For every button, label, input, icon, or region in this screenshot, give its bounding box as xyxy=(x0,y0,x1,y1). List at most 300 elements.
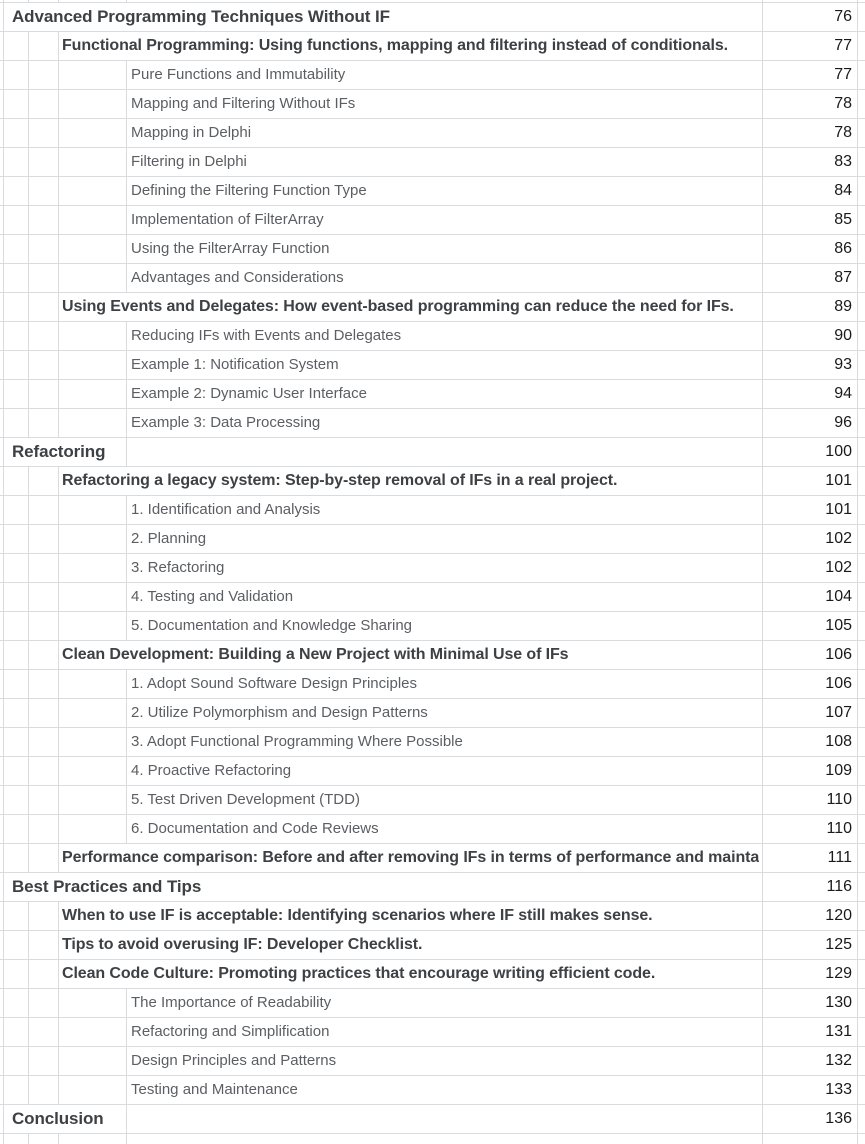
column-gridline xyxy=(762,467,763,495)
toc-entry-label[interactable]: Filtering in Delphi xyxy=(131,153,247,170)
column-gridline xyxy=(126,1134,127,1144)
toc-row xyxy=(0,119,865,148)
page-number-cell[interactable]: 100 xyxy=(825,443,852,460)
toc-entry-label[interactable]: 5. Documentation and Knowledge Sharing xyxy=(131,617,413,634)
column-gridline xyxy=(857,525,858,553)
page-number-cell[interactable]: 89 xyxy=(834,298,852,315)
column-gridline xyxy=(58,351,59,379)
toc-entry-label[interactable]: 2. Planning xyxy=(131,530,207,547)
column-gridline xyxy=(126,380,127,408)
column-gridline xyxy=(28,1047,29,1075)
toc-entry-label[interactable]: Refactoring and Simplification xyxy=(131,1023,330,1040)
toc-entry-label[interactable]: Design Principles and Patterns xyxy=(131,1052,337,1069)
toc-entry-label[interactable]: Using Events and Delegates: How event-based programming can reduce the need for IFs. xyxy=(62,298,734,315)
column-gridline xyxy=(58,583,59,611)
toc-row xyxy=(0,148,865,177)
column-gridline xyxy=(857,32,858,60)
column-gridline xyxy=(126,0,127,2)
column-gridline xyxy=(126,177,127,205)
page-number-cell[interactable]: 111 xyxy=(827,849,852,866)
column-gridline xyxy=(857,177,858,205)
toc-row xyxy=(0,873,865,902)
toc-entry-label[interactable]: Reducing IFs with Events and Delegates xyxy=(131,327,402,344)
column-gridline xyxy=(762,1105,763,1133)
column-gridline xyxy=(58,380,59,408)
column-gridline xyxy=(58,0,59,2)
column-gridline xyxy=(58,1134,59,1144)
toc-row xyxy=(0,931,865,960)
column-gridline xyxy=(857,1105,858,1133)
column-gridline xyxy=(58,235,59,263)
toc-entry-label[interactable]: Mapping in Delphi xyxy=(131,124,252,141)
page-number-cell[interactable]: 125 xyxy=(825,936,852,953)
toc-entry-label[interactable]: 3. Adopt Functional Programming Where Possible xyxy=(131,733,463,750)
toc-row xyxy=(0,496,865,525)
column-gridline xyxy=(762,1134,763,1144)
toc-entry-label[interactable]: Clean Development: Building a New Project with Minimal Use of IFs xyxy=(62,646,569,663)
column-gridline xyxy=(762,699,763,727)
column-gridline xyxy=(857,1134,858,1144)
column-gridline xyxy=(126,525,127,553)
page-number-cell[interactable]: 133 xyxy=(825,1081,852,1098)
toc-row xyxy=(0,235,865,264)
toc-row xyxy=(0,1105,865,1134)
column-gridline xyxy=(3,3,4,31)
column-gridline xyxy=(762,0,763,2)
column-gridline xyxy=(3,1134,4,1144)
column-gridline xyxy=(28,815,29,843)
column-gridline xyxy=(857,351,858,379)
page-number-cell[interactable]: 84 xyxy=(834,182,852,199)
column-gridline xyxy=(3,1018,4,1046)
column-gridline xyxy=(857,641,858,669)
column-gridline xyxy=(28,931,29,959)
column-gridline xyxy=(126,206,127,234)
column-gridline xyxy=(762,670,763,698)
page-number-cell[interactable]: 129 xyxy=(825,965,852,982)
column-gridline xyxy=(857,264,858,292)
column-gridline xyxy=(126,438,127,466)
column-gridline xyxy=(762,148,763,176)
column-gridline xyxy=(126,554,127,582)
toc-entry-label[interactable]: 6. Documentation and Code Reviews xyxy=(131,820,379,837)
column-gridline xyxy=(28,989,29,1017)
column-gridline xyxy=(762,931,763,959)
column-gridline xyxy=(126,786,127,814)
column-gridline xyxy=(3,206,4,234)
column-gridline xyxy=(857,583,858,611)
page-number-cell[interactable]: 106 xyxy=(825,675,852,692)
toc-entry-label[interactable]: Example 1: Notification System xyxy=(131,356,339,373)
page-number-cell[interactable]: 102 xyxy=(825,559,852,576)
column-gridline xyxy=(762,351,763,379)
column-gridline xyxy=(762,757,763,785)
toc-row xyxy=(0,1047,865,1076)
column-gridline xyxy=(126,90,127,118)
column-gridline xyxy=(28,467,29,495)
toc-row xyxy=(0,525,865,554)
toc-row xyxy=(0,322,865,351)
page-number-cell[interactable]: 90 xyxy=(834,327,852,344)
column-gridline xyxy=(3,177,4,205)
column-gridline xyxy=(3,467,4,495)
column-gridline xyxy=(762,438,763,466)
column-gridline xyxy=(58,496,59,524)
column-gridline xyxy=(28,409,29,437)
column-gridline xyxy=(58,264,59,292)
column-gridline xyxy=(28,32,29,60)
toc-entry-label[interactable]: 4. Testing and Validation xyxy=(131,588,294,605)
column-gridline xyxy=(762,786,763,814)
toc-row xyxy=(0,844,865,873)
toc-row xyxy=(0,409,865,438)
column-gridline xyxy=(762,583,763,611)
toc-entry-label[interactable]: 1. Adopt Sound Software Design Principles xyxy=(131,675,418,692)
column-gridline xyxy=(857,554,858,582)
column-gridline xyxy=(28,90,29,118)
page-number-cell[interactable]: 109 xyxy=(825,762,852,779)
column-gridline xyxy=(3,1105,4,1133)
column-gridline xyxy=(857,844,858,872)
column-gridline xyxy=(762,612,763,640)
column-gridline xyxy=(3,119,4,147)
toc-entry-label[interactable]: The Importance of Readability xyxy=(131,994,332,1011)
toc-row xyxy=(0,206,865,235)
column-gridline xyxy=(28,1018,29,1046)
column-gridline xyxy=(126,728,127,756)
toc-entry-label[interactable]: Implementation of FilterArray xyxy=(131,211,324,228)
column-gridline xyxy=(58,670,59,698)
column-gridline xyxy=(58,206,59,234)
column-gridline xyxy=(3,902,4,930)
column-gridline xyxy=(58,90,59,118)
toc-row xyxy=(0,699,865,728)
column-gridline xyxy=(857,873,858,901)
column-gridline xyxy=(762,32,763,60)
column-gridline xyxy=(762,960,763,988)
column-gridline xyxy=(3,960,4,988)
toc-entry-label[interactable]: Pure Functions and Immutability xyxy=(131,66,346,83)
page-number-cell[interactable]: 120 xyxy=(825,907,852,924)
page-number-cell[interactable]: 77 xyxy=(834,37,852,54)
page-number-cell[interactable]: 102 xyxy=(825,530,852,547)
page-number-cell[interactable]: 87 xyxy=(834,269,852,286)
column-gridline xyxy=(857,467,858,495)
column-gridline xyxy=(58,1018,59,1046)
toc-entry-label[interactable]: 2. Utilize Polymorphism and Design Patterns xyxy=(131,704,428,721)
page-number-cell[interactable]: 130 xyxy=(825,994,852,1011)
column-gridline xyxy=(58,960,59,988)
column-gridline xyxy=(3,380,4,408)
toc-row xyxy=(0,1018,865,1047)
column-gridline xyxy=(28,583,29,611)
column-gridline xyxy=(857,206,858,234)
column-gridline xyxy=(3,1076,4,1104)
column-gridline xyxy=(3,786,4,814)
column-gridline xyxy=(28,61,29,89)
column-gridline xyxy=(857,148,858,176)
column-gridline xyxy=(28,0,29,2)
column-gridline xyxy=(126,1047,127,1075)
column-gridline xyxy=(857,989,858,1017)
toc-row xyxy=(0,380,865,409)
column-gridline xyxy=(762,728,763,756)
column-gridline xyxy=(762,61,763,89)
toc-row xyxy=(0,438,865,467)
column-gridline xyxy=(3,612,4,640)
column-gridline xyxy=(857,293,858,321)
page-number-cell[interactable]: 76 xyxy=(834,8,852,25)
column-gridline xyxy=(857,786,858,814)
column-gridline xyxy=(126,148,127,176)
column-gridline xyxy=(58,61,59,89)
column-gridline xyxy=(28,380,29,408)
toc-entry-label[interactable]: Conclusion xyxy=(12,1109,104,1128)
toc-row xyxy=(0,757,865,786)
column-gridline xyxy=(28,757,29,785)
column-gridline xyxy=(28,1076,29,1104)
toc-entry-label[interactable]: Best Practices and Tips xyxy=(12,877,202,896)
column-gridline xyxy=(762,1076,763,1104)
column-gridline xyxy=(3,0,4,2)
toc-row xyxy=(0,293,865,322)
column-gridline xyxy=(126,351,127,379)
column-gridline xyxy=(3,61,4,89)
toc-row xyxy=(0,989,865,1018)
column-gridline xyxy=(126,1018,127,1046)
toc-row xyxy=(0,786,865,815)
column-gridline xyxy=(28,293,29,321)
column-gridline xyxy=(762,177,763,205)
column-gridline xyxy=(126,989,127,1017)
column-gridline xyxy=(857,3,858,31)
column-gridline xyxy=(3,1047,4,1075)
column-gridline xyxy=(3,873,4,901)
column-gridline xyxy=(58,525,59,553)
column-gridline xyxy=(58,989,59,1017)
page-number-cell[interactable]: 110 xyxy=(826,791,852,808)
page-number-cell[interactable]: 78 xyxy=(834,95,852,112)
column-gridline xyxy=(28,960,29,988)
column-gridline xyxy=(58,409,59,437)
column-gridline xyxy=(58,322,59,350)
column-gridline xyxy=(126,1105,127,1133)
page-number-cell[interactable]: 96 xyxy=(834,414,852,431)
column-gridline xyxy=(857,1047,858,1075)
column-gridline xyxy=(3,264,4,292)
toc-row xyxy=(0,467,865,496)
column-gridline xyxy=(762,119,763,147)
toc-entry-label[interactable]: Using the FilterArray Function xyxy=(131,240,330,257)
column-gridline xyxy=(28,264,29,292)
page-number-cell[interactable]: 101 xyxy=(825,472,852,489)
column-gridline xyxy=(28,351,29,379)
column-gridline xyxy=(58,293,59,321)
column-gridline xyxy=(58,1047,59,1075)
column-gridline xyxy=(126,699,127,727)
column-gridline xyxy=(857,235,858,263)
column-gridline xyxy=(58,728,59,756)
column-gridline xyxy=(126,583,127,611)
column-gridline xyxy=(762,815,763,843)
toc-row xyxy=(0,641,865,670)
column-gridline xyxy=(58,844,59,872)
column-gridline xyxy=(857,1018,858,1046)
column-gridline xyxy=(58,177,59,205)
column-gridline xyxy=(3,554,4,582)
column-gridline xyxy=(762,525,763,553)
toc-entry-label[interactable]: Example 2: Dynamic User Interface xyxy=(131,385,367,402)
column-gridline xyxy=(3,438,4,466)
page-number-cell[interactable]: 93 xyxy=(834,356,852,373)
toc-row xyxy=(0,90,865,119)
column-gridline xyxy=(857,380,858,408)
page-number-cell[interactable]: 86 xyxy=(834,240,852,257)
column-gridline xyxy=(762,641,763,669)
toc-entry-label[interactable]: Defining the Filtering Function Type xyxy=(131,182,367,199)
column-gridline xyxy=(126,322,127,350)
page-number-cell[interactable]: 107 xyxy=(825,704,852,721)
column-gridline xyxy=(857,670,858,698)
column-gridline xyxy=(58,757,59,785)
page-number-cell[interactable]: 104 xyxy=(825,588,852,605)
toc-entry-label[interactable]: Clean Code Culture: Promoting practices that encourage writing efficient code. xyxy=(62,965,656,982)
column-gridline xyxy=(857,960,858,988)
column-gridline xyxy=(28,554,29,582)
toc-entry-label[interactable]: Functional Programming: Using functions, mapping and filtering instead of conditionals. xyxy=(62,37,728,54)
column-gridline xyxy=(58,119,59,147)
column-gridline xyxy=(3,409,4,437)
column-gridline xyxy=(28,902,29,930)
column-gridline xyxy=(126,119,127,147)
page-number-cell[interactable]: 136 xyxy=(825,1110,852,1127)
column-gridline xyxy=(58,786,59,814)
toc-entry-label[interactable]: Tips to avoid overusing IF: Developer Checklist. xyxy=(62,936,423,953)
page-number-cell[interactable]: 101 xyxy=(825,501,852,518)
column-gridline xyxy=(762,496,763,524)
column-gridline xyxy=(28,177,29,205)
toc-entry-label[interactable]: Advantages and Considerations xyxy=(131,269,344,286)
column-gridline xyxy=(28,670,29,698)
page-number-cell[interactable]: 94 xyxy=(834,385,852,402)
column-gridline xyxy=(762,902,763,930)
toc-entry-label[interactable]: Refactoring a legacy system: Step-by-step removal of IFs in a real project. xyxy=(62,472,618,489)
column-gridline xyxy=(28,728,29,756)
page-number-cell[interactable]: 78 xyxy=(834,124,852,141)
toc-entry-label[interactable]: 3. Refactoring xyxy=(131,559,225,576)
column-gridline xyxy=(762,3,763,31)
toc-entry-label[interactable]: Refactoring xyxy=(12,442,106,461)
column-gridline xyxy=(28,496,29,524)
column-gridline xyxy=(28,525,29,553)
column-gridline xyxy=(126,815,127,843)
column-gridline xyxy=(58,148,59,176)
column-gridline xyxy=(762,844,763,872)
column-gridline xyxy=(3,931,4,959)
column-gridline xyxy=(762,235,763,263)
column-gridline xyxy=(762,293,763,321)
column-gridline xyxy=(857,902,858,930)
column-gridline xyxy=(762,409,763,437)
column-gridline xyxy=(3,989,4,1017)
column-gridline xyxy=(762,873,763,901)
column-gridline xyxy=(126,264,127,292)
column-gridline xyxy=(857,61,858,89)
page-number-cell[interactable]: 116 xyxy=(826,878,852,895)
column-gridline xyxy=(762,1018,763,1046)
page-number-cell[interactable]: 131 xyxy=(825,1023,852,1040)
column-gridline xyxy=(762,380,763,408)
toc-entry-label[interactable]: Mapping and Filtering Without IFs xyxy=(131,95,356,112)
column-gridline xyxy=(28,235,29,263)
column-gridline xyxy=(3,699,4,727)
toc-entry-label[interactable]: Example 3: Data Processing xyxy=(131,414,321,431)
toc-row xyxy=(0,61,865,90)
column-gridline xyxy=(58,467,59,495)
page-number-cell[interactable]: 77 xyxy=(834,66,852,83)
page-number-cell[interactable]: 106 xyxy=(825,646,852,663)
partial-row-bottom xyxy=(0,1134,865,1144)
column-gridline xyxy=(28,844,29,872)
toc-entry-label[interactable]: Performance comparison: Before and after removing IFs in terms of performance and mainta xyxy=(62,849,760,866)
column-gridline xyxy=(762,554,763,582)
page-number-cell[interactable]: 110 xyxy=(826,820,852,837)
column-gridline xyxy=(762,264,763,292)
column-gridline xyxy=(126,612,127,640)
column-gridline xyxy=(3,148,4,176)
column-gridline xyxy=(126,1076,127,1104)
column-gridline xyxy=(762,989,763,1017)
column-gridline xyxy=(857,119,858,147)
column-gridline xyxy=(126,757,127,785)
column-gridline xyxy=(857,322,858,350)
page-number-cell[interactable]: 108 xyxy=(825,733,852,750)
toc-row xyxy=(0,902,865,931)
column-gridline xyxy=(126,496,127,524)
toc-row xyxy=(0,670,865,699)
page-number-cell[interactable]: 85 xyxy=(834,211,852,228)
toc-row xyxy=(0,351,865,380)
toc-entry-label[interactable]: 4. Proactive Refactoring xyxy=(131,762,292,779)
page-number-cell[interactable]: 105 xyxy=(825,617,852,634)
column-gridline xyxy=(28,612,29,640)
column-gridline xyxy=(3,670,4,698)
toc-entry-label[interactable]: Testing and Maintenance xyxy=(131,1081,298,1098)
column-gridline xyxy=(857,409,858,437)
page-number-cell[interactable]: 132 xyxy=(825,1052,852,1069)
column-gridline xyxy=(58,641,59,669)
column-gridline xyxy=(857,931,858,959)
column-gridline xyxy=(126,235,127,263)
column-gridline xyxy=(3,235,4,263)
toc-row xyxy=(0,815,865,844)
column-gridline xyxy=(857,699,858,727)
toc-entry-label[interactable]: 1. Identification and Analysis xyxy=(131,501,321,518)
column-gridline xyxy=(28,699,29,727)
column-gridline xyxy=(3,496,4,524)
column-gridline xyxy=(58,699,59,727)
column-gridline xyxy=(3,757,4,785)
toc-entry-label[interactable]: Advanced Programming Techniques Without IF xyxy=(12,7,390,26)
toc-row xyxy=(0,264,865,293)
toc-row xyxy=(0,3,865,32)
column-gridline xyxy=(3,322,4,350)
toc-entry-label[interactable]: When to use IF is acceptable: Identifying scenarios where IF still makes sense. xyxy=(62,907,653,924)
toc-entry-label[interactable]: 5. Test Driven Development (TDD) xyxy=(131,791,360,808)
column-gridline xyxy=(28,119,29,147)
page-number-cell[interactable]: 83 xyxy=(834,153,852,170)
column-gridline xyxy=(58,902,59,930)
